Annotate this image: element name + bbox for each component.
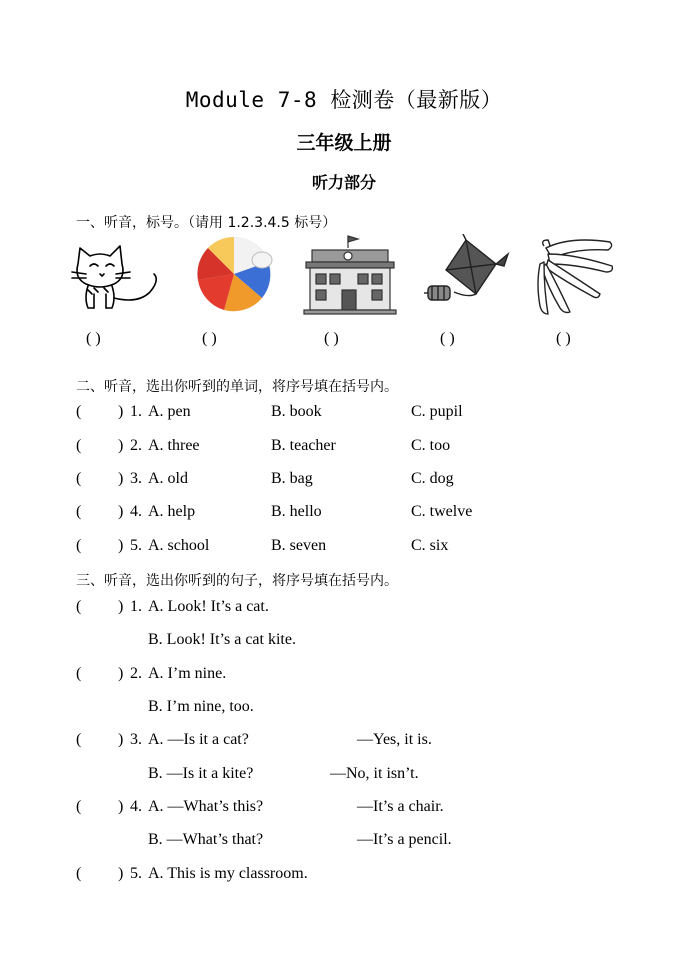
school-building-icon	[298, 234, 404, 316]
page-title: Module 7-8 检测卷（最新版）	[185, 88, 503, 112]
sentence-reply-a: —Yes, it is.	[357, 731, 432, 748]
sentence-reply-b: —No, it isn’t.	[330, 765, 419, 782]
question-number: 3.	[130, 731, 142, 748]
answer-bracket[interactable]: )	[118, 731, 124, 748]
option-c: C. six	[411, 537, 449, 554]
answer-bracket[interactable]: (	[76, 798, 82, 815]
sentence-option-b: B. I’m nine, too.	[148, 698, 254, 715]
sentence-option-b: B. —Is it a kite?	[148, 765, 254, 782]
option-c: C. too	[411, 437, 451, 454]
answer-bracket[interactable]: )	[118, 598, 124, 615]
question-number: 2.	[130, 437, 142, 454]
answer-bracket[interactable]: (	[76, 537, 82, 554]
answer-bracket[interactable]: (	[76, 865, 82, 882]
question-number: 5.	[130, 865, 142, 882]
option-b: B. hello	[271, 503, 322, 520]
answer-blank[interactable]: ( )	[556, 330, 571, 347]
answer-bracket[interactable]: (	[76, 731, 82, 748]
answer-bracket[interactable]: (	[76, 437, 82, 454]
answer-bracket[interactable]: (	[76, 503, 82, 520]
sentence-reply-b: —It’s a pencil.	[357, 831, 452, 848]
answer-bracket[interactable]: )	[118, 437, 124, 454]
option-b: B. teacher	[271, 437, 336, 454]
question-number: 4.	[130, 503, 142, 520]
option-c: C. pupil	[411, 403, 463, 420]
option-b: B. book	[271, 403, 322, 420]
sentence-option-a: A. I’m nine.	[148, 665, 227, 682]
section1-heading: 一、听音，标号。（请用 1.2.3.4.5 标号）	[76, 215, 337, 231]
answer-blank[interactable]: ( )	[440, 330, 455, 347]
cat-icon	[64, 234, 170, 316]
kite-icon	[418, 234, 524, 316]
answer-bracket[interactable]: )	[118, 470, 124, 487]
answer-bracket[interactable]: )	[118, 798, 124, 815]
answer-bracket[interactable]: (	[76, 403, 82, 420]
sentence-option-a: A. Look! It’s a cat.	[148, 598, 269, 615]
answer-bracket[interactable]: (	[76, 598, 82, 615]
section2-heading: 二、听音，选出你听到的单词，将序号填在括号内。	[76, 379, 398, 395]
sentence-option-b: B. Look! It’s a cat kite.	[148, 631, 296, 648]
option-a: A. help	[148, 503, 196, 520]
question-number: 1.	[130, 598, 142, 615]
answer-bracket[interactable]: )	[118, 403, 124, 420]
question-number: 2.	[130, 665, 142, 682]
answer-blank[interactable]: ( )	[86, 330, 101, 347]
answer-blank[interactable]: ( )	[202, 330, 217, 347]
question-number: 4.	[130, 798, 142, 815]
answer-bracket[interactable]: )	[118, 865, 124, 882]
sentence-option-a: A. This is my classroom.	[148, 865, 308, 882]
option-b: B. seven	[271, 537, 327, 554]
answer-bracket[interactable]: )	[118, 665, 124, 682]
sentence-reply-a: —It’s a chair.	[357, 798, 444, 815]
question-number: 1.	[130, 403, 142, 420]
option-a: A. old	[148, 470, 188, 487]
answer-bracket[interactable]: )	[118, 503, 124, 520]
answer-bracket[interactable]: (	[76, 470, 82, 487]
answer-bracket[interactable]: )	[118, 537, 124, 554]
sentence-option-b: B. —What’s that?	[148, 831, 264, 848]
answer-blank[interactable]: ( )	[324, 330, 339, 347]
option-c: C. dog	[411, 470, 454, 487]
sentence-option-a: A. —Is it a cat?	[148, 731, 249, 748]
question-number: 3.	[130, 470, 142, 487]
option-b: B. bag	[271, 470, 313, 487]
section3-heading: 三、听音，选出你听到的句子，将序号填在括号内。	[76, 573, 398, 589]
question-number: 5.	[130, 537, 142, 554]
answer-bracket[interactable]: (	[76, 665, 82, 682]
part-subtitle: 听力部分	[311, 173, 376, 192]
sentence-option-a: A. —What’s this?	[148, 798, 264, 815]
option-a: A. school	[148, 537, 210, 554]
banana-icon	[530, 234, 636, 316]
option-a: A. three	[148, 437, 200, 454]
option-c: C. twelve	[411, 503, 473, 520]
option-a: A. pen	[148, 403, 191, 420]
beach-ball-icon	[182, 234, 288, 316]
grade-subtitle: 三年级上册	[296, 132, 392, 154]
